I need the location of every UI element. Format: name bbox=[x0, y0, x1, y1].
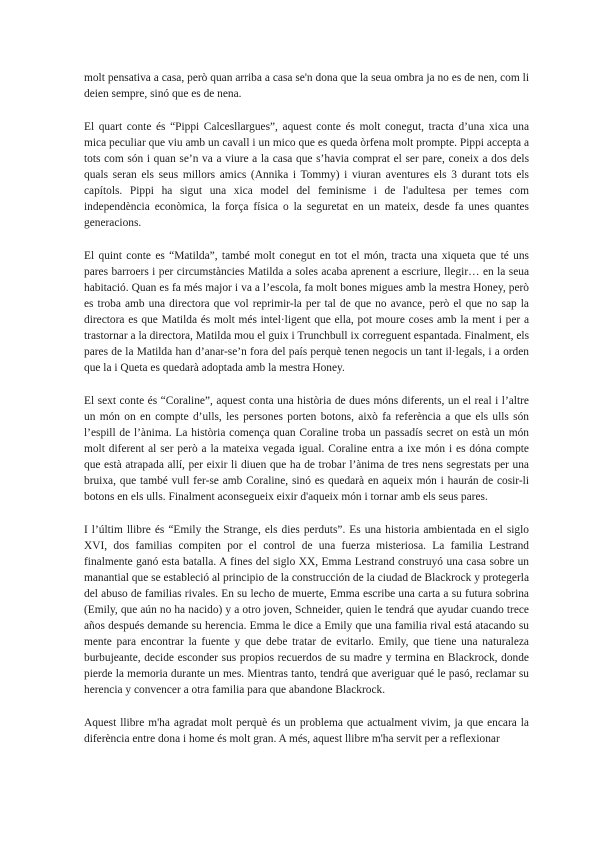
paragraph-emily-the-strange: I l’últim llibre és “Emily the Strange, els dies perduts”. Es una historia ambientada en el siglo XVI, dos familias compiten por el control de una fuerza misteriosa. La familia Lestrand finalmente ganó esta batalla. A fines del siglo XX, Emma Lestrand construyó una casa sobre un manantial que se estableció al principio de la construcción de la ciudad de Blackrock y protegerla del abuso de familias rivales. En su lecho de muerte, Emma escribe una carta a su futura sobrina (Emily, que aún no ha nacido) y a otro joven, Schneider, quien le tendrá que ayudar cuando trece años después demande su herencia. Emma le dice a Emily que una familia rival está atacando su mente para encontrar la fuente y que debe tratar de evitarlo. Emily, que tiene una naturaleza burbujeante, decide esconder sus propios recuerdos de su madre y termina en Blackrock, donde pierde la memoria durante un mes. Mientras tanto, tendrá que averiguar qué le pasó, reclamar su herencia y convencer a otra familia para que abandone Blackrock. bbox=[84, 524, 529, 696]
paragraph-coraline: El sext conte és “Coraline”, aquest conta una història de dues móns diferents, un el real i l’altre un món on en compte d’ulls, les persones porten botons, això fa referència a que els ulls són l’espill de l’ànima. La història comença quan Coraline troba un passadís secret on està un món molt diferent al ser però a la mateixa vegada igual. Coraline entra a ixe món i es dóna compte que està atrapada allí, per eixir li diuen que ha de trobar l’ànima de tres nens segrestats per una bruixa, que també vull fer-se amb Coraline, sinó es quedarà en aqueix món i haurán de cosir-li botons en els ulls. Finalment aconsegueix eixir d'aqueix món i tornar amb els seus pares. bbox=[84, 395, 529, 503]
paragraph-peter-pan-end: molt pensativa a casa, però quan arriba a casa se'n dona que la seua ombra ja no es de nen, com li deien sempre, sinó que es de nena. bbox=[84, 72, 529, 100]
document-body bbox=[84, 70, 529, 764]
paragraph-conclusion: Aquest llibre m'ha agradat molt perquè és un problema que actualment vivim, ja que encara la diferència entre dona i home és molt gran. A més, aquest llibre m'ha servit per a reflexionar bbox=[84, 717, 529, 745]
paragraph-pippi: El quart conte és “Pippi Calcesllargues”, aquest conte és molt conegut, tracta d’una xica una mica peculiar que viu amb un cavall i un mico que es queda òrfena molt prompte. Pippi accepta a tots com són i quan se’n va a viure a la casa que s’havia comprat el ser pare, coneix a dos dels quals seran els seus millors amics (Annika i Tommy) i viuran aventures els 3 durant tots els capítols. Pippi ha sigut una xica model del feminisme i de l'adultesa per temes com independència econòmica, la força física o la seguretat en un mateix, desde fa unes quantes generacions. bbox=[84, 121, 529, 229]
paragraph-matilda: El quint conte es “Matilda”, també molt conegut en tot el món, tracta una xiqueta que té uns pares barroers i per circumstàncies Matilda a soles acaba aprenent a escriure, llegir… en la seua habitació. Quan es fa més major i va a l’escola, fa molt bones migues amb la mestra Honey, però es troba amb una directora que vol reprimir-la per tal de que no avance, però el que no sap la directora es que Matilda és molt més intel·ligent que ella, pot moure coses amb la ment i per a trastornar a la directora, Matilda mou el guix i Trunchbull ix correguent espantada. Finalment, els pares de la Matilda han d’anar-se’n fora del país perquè tenen negocis un tant il·legals, i a orden que la i Queta es quedarà adoptada amb la mestra Honey. bbox=[84, 250, 529, 374]
